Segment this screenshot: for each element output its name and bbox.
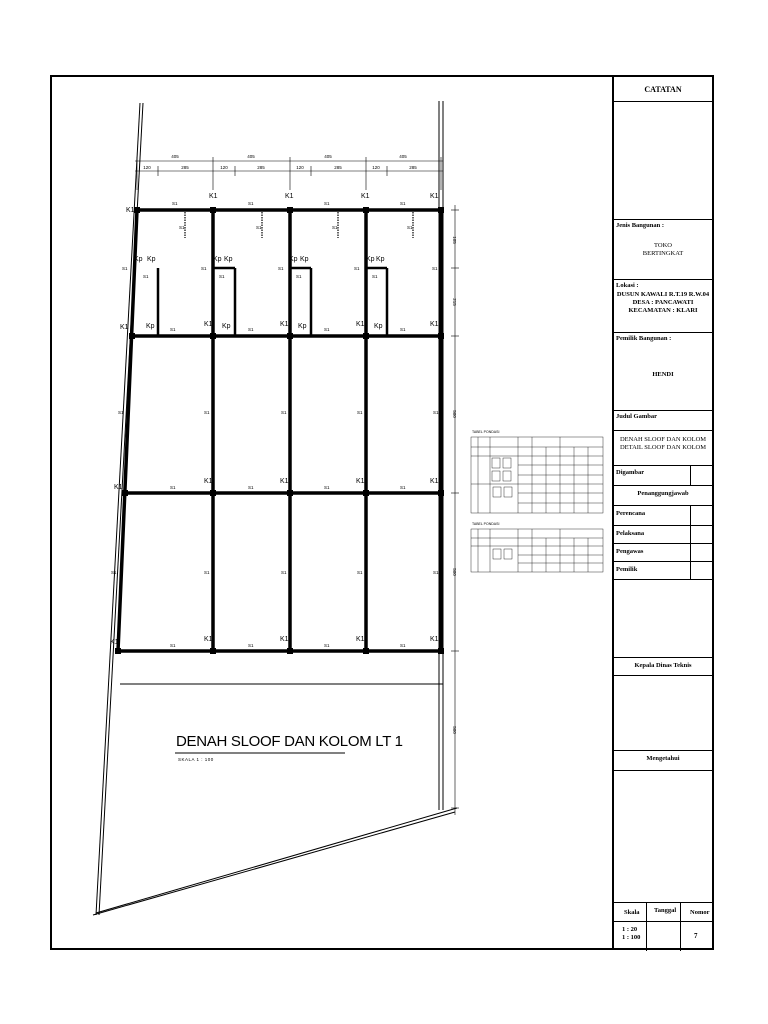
footer-row xyxy=(614,902,712,950)
dim-sub-1: 120 xyxy=(143,165,151,170)
label-kp: Kp xyxy=(224,256,233,263)
label-k1: K1 xyxy=(356,478,365,485)
label-s1: S1 xyxy=(433,410,439,415)
jenis-section xyxy=(614,219,712,279)
kepala-label: Kepala Dinas Teknis xyxy=(634,662,692,669)
label-s1: S1 xyxy=(248,327,254,332)
label-kp: Kp xyxy=(134,256,143,263)
label-s1: S1 xyxy=(118,410,124,415)
dim-sub-5: 120 xyxy=(296,165,304,170)
dim-right-4: 500 xyxy=(452,568,457,576)
table-1-title: TABEL PONDASI xyxy=(472,430,500,434)
title-block xyxy=(612,75,714,950)
nomor-value: 7 xyxy=(694,932,698,940)
dim-sub-3: 120 xyxy=(220,165,228,170)
jenis-label: Jenis Bangunan : xyxy=(616,222,665,229)
mengetahui-label: Mengetahui xyxy=(646,755,680,762)
label-s1: S1 xyxy=(332,225,338,230)
label-k1: K1 xyxy=(120,324,129,331)
label-k1: K1 xyxy=(204,321,213,328)
label-s1: S1 xyxy=(248,485,254,490)
dim-top-2: 405 xyxy=(247,154,255,159)
dim-right-5: 500 xyxy=(452,726,457,734)
label-kp: Kp xyxy=(146,323,155,330)
label-k1: K1 xyxy=(361,193,370,200)
label-s1: S1 xyxy=(400,327,406,332)
label-s1: S1 xyxy=(281,410,287,415)
label-s1: S1 xyxy=(324,485,330,490)
dim-right-2: 215 xyxy=(452,298,457,306)
drawing-scale: SKALA 1 : 100 xyxy=(178,757,214,762)
label-kp: Kp xyxy=(222,323,231,330)
label-s1: S1 xyxy=(324,201,330,206)
label-s1: S1 xyxy=(278,266,284,271)
skala-value-2: 1 : 100 xyxy=(622,934,641,941)
label-s1: S1 xyxy=(248,643,254,648)
digambar-label: Digambar xyxy=(616,469,645,476)
jenis-value-2: BERTINGKAT xyxy=(642,250,684,257)
label-s1: S1 xyxy=(111,570,117,575)
pemilik-section xyxy=(614,332,712,410)
lokasi-label: Lokasi : xyxy=(616,282,639,289)
label-s1: S1 xyxy=(248,201,254,206)
label-s1: S1 xyxy=(172,201,178,206)
label-k1: K1 xyxy=(209,193,218,200)
dim-right-3: 500 xyxy=(452,410,457,418)
dim-sub-7: 120 xyxy=(372,165,380,170)
nomor-label: Nomor xyxy=(690,909,710,916)
label-s1: S1 xyxy=(204,410,210,415)
penanggung-label: Penanggungjawab xyxy=(637,490,689,497)
label-k1: K1 xyxy=(280,321,289,328)
label-kp: Kp xyxy=(147,256,156,263)
label-s1: S1 xyxy=(204,570,210,575)
label-s1: S1 xyxy=(281,570,287,575)
lokasi-value-2: DESA : PANCAWATI xyxy=(632,299,694,306)
label-kp: Kp xyxy=(376,256,385,263)
judul-value-1: DENAH SLOOF DAN KOLOM xyxy=(619,436,707,443)
label-s1: S1 xyxy=(219,274,225,279)
label-k1: K1 xyxy=(430,193,439,200)
lokasi-value-1: DUSUN KAWALI R.T.19 R.W.04 xyxy=(616,291,710,298)
label-s1: S1 xyxy=(372,274,378,279)
label-s1: S1 xyxy=(143,274,149,279)
pemilik-value: HENDI xyxy=(652,371,674,378)
label-s1: S1 xyxy=(400,643,406,648)
dim-right-1: 105 xyxy=(452,236,457,244)
label-kp: Kp xyxy=(366,256,375,263)
label-k1: K1 xyxy=(356,636,365,643)
label-k1: K1 xyxy=(430,636,439,643)
label-k1: K1 xyxy=(280,636,289,643)
label-s1: S1 xyxy=(354,266,360,271)
digambar-row xyxy=(614,465,712,485)
label-k1: K1 xyxy=(280,478,289,485)
label-k1: K1 xyxy=(204,636,213,643)
catatan-heading: CATATAN xyxy=(644,85,682,94)
label-s1: S1 xyxy=(201,266,207,271)
label-s1: S1 xyxy=(433,570,439,575)
label-s1: S1 xyxy=(357,410,363,415)
label-s1: S1 xyxy=(357,570,363,575)
label-k1: K1 xyxy=(430,478,439,485)
label-s1: S1 xyxy=(432,266,438,271)
label-s1: S1 xyxy=(170,643,176,648)
label-kp: Kp xyxy=(298,323,307,330)
label-k1: K1 xyxy=(356,321,365,328)
label-s1: S1 xyxy=(400,201,406,206)
label-s1: S1 xyxy=(296,274,302,279)
label-s1: S1 xyxy=(324,643,330,648)
label-s1: S1 xyxy=(122,266,128,271)
dim-top-4: 405 xyxy=(399,154,407,159)
pemilik-label: Pemilik Bangunan : xyxy=(616,335,672,342)
dim-sub-2: 285 xyxy=(181,165,189,170)
label-kp: Kp xyxy=(213,256,222,263)
lokasi-section xyxy=(614,279,712,332)
table-2-title: TABEL PONDASI xyxy=(472,522,500,526)
pelaksana-label: Pelaksana xyxy=(616,530,645,537)
drawing-title: DENAH SLOOF DAN KOLOM LT 1 xyxy=(176,733,403,750)
label-s1: S1 xyxy=(179,225,185,230)
label-k1: K1 xyxy=(430,321,439,328)
label-s1: S1 xyxy=(324,327,330,332)
dim-sub-4: 285 xyxy=(257,165,265,170)
label-kp: Kp xyxy=(289,256,298,263)
tanggal-label: Tanggal xyxy=(654,907,677,914)
perencana-label: Perencana xyxy=(616,510,646,517)
label-k1: K1 xyxy=(126,207,135,214)
judul-section xyxy=(614,410,712,465)
label-s1: S1 xyxy=(170,485,176,490)
label-kp: Kp xyxy=(300,256,309,263)
label-s1: S1 xyxy=(407,225,413,230)
skala-value-1: 1 : 20 xyxy=(622,926,638,933)
label-k1: K1 xyxy=(114,484,123,491)
skala-label: Skala xyxy=(624,909,640,916)
judul-value-2: DETAIL SLOOF DAN KOLOM xyxy=(619,444,707,451)
pengawas-label: Pengawas xyxy=(616,548,644,555)
label-k1: K1 xyxy=(204,478,213,485)
label-s1: S1 xyxy=(170,327,176,332)
foundation-table-2 xyxy=(471,529,603,572)
dim-sub-6: 285 xyxy=(334,165,342,170)
label-k1: K1 xyxy=(285,193,294,200)
label-s1: S1 xyxy=(400,485,406,490)
judul-label: Judul Gambar xyxy=(616,413,657,420)
foundation-table-1 xyxy=(471,437,603,513)
pemilik-role-label: Pemilik xyxy=(616,566,638,573)
label-k1: K1 xyxy=(110,639,119,646)
dim-top-1: 405 xyxy=(171,154,179,159)
dim-top-3: 405 xyxy=(324,154,332,159)
label-kp: Kp xyxy=(374,323,383,330)
dim-sub-8: 285 xyxy=(409,165,417,170)
label-s1: S1 xyxy=(256,225,262,230)
lokasi-value-3: KECAMATAN : KLARI xyxy=(628,307,698,314)
jenis-value-1: TOKO xyxy=(654,242,672,249)
